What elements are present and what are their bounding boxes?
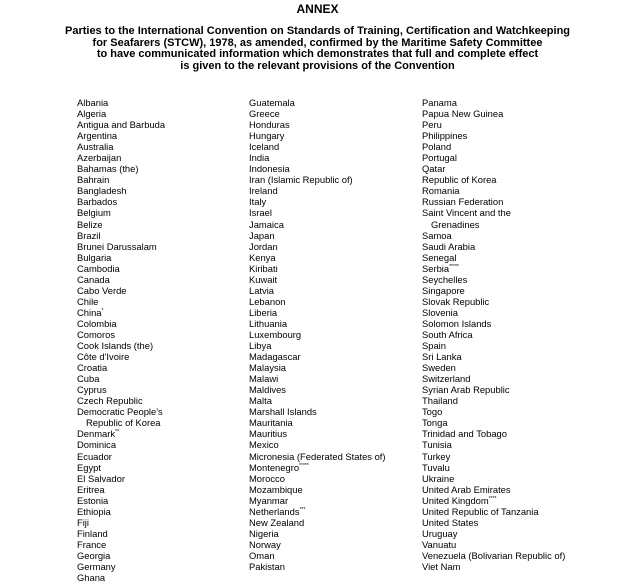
party-list-item — [422, 539, 565, 550]
heading-line: Parties to the International Convention on Standards of Training, Certification and Watchkeeping — [64, 25, 571, 37]
party-name: Uruguay — [422, 527, 458, 539]
party-name: Cabo Verde — [77, 284, 127, 296]
party-name: Saudi Arabia — [422, 240, 476, 252]
party-list-item — [249, 174, 386, 185]
party-name: Spain — [422, 340, 446, 352]
footnote-marker: ***** — [299, 462, 309, 469]
party-name: Comoros — [77, 328, 116, 340]
party-list-item — [77, 439, 165, 450]
party-list-item — [249, 428, 386, 439]
party-list-item — [422, 495, 565, 506]
party-name: Pakistan — [249, 560, 285, 572]
party-list-item — [77, 561, 165, 572]
party-list-item — [422, 373, 565, 384]
party-list-item — [249, 417, 386, 428]
party-list-item — [77, 506, 165, 517]
party-list-item — [249, 318, 386, 329]
party-name: Cyprus — [77, 384, 107, 396]
party-name: India — [249, 152, 270, 164]
party-list-item — [249, 274, 386, 285]
party-name: Bahamas (the) — [77, 163, 139, 175]
party-name: Dominica — [77, 439, 117, 451]
party-name: Canada — [77, 273, 110, 285]
party-name: Montenegro — [249, 461, 300, 473]
party-list-item — [422, 130, 565, 141]
party-name: Brunei Darussalam — [77, 240, 157, 252]
party-list-item — [77, 373, 165, 384]
party-name: Senegal — [422, 251, 457, 263]
party-list-item — [77, 285, 165, 296]
party-list-item — [77, 318, 165, 329]
party-name: Côte d'Ivoire — [77, 351, 130, 363]
party-list-item — [249, 340, 386, 351]
party-list-item — [249, 550, 386, 561]
party-list-item — [422, 417, 565, 428]
party-name: Croatia — [77, 362, 108, 374]
party-list-item — [422, 406, 565, 417]
party-list-item — [422, 163, 565, 174]
party-list-item — [77, 130, 165, 141]
party-list-item — [249, 484, 386, 495]
party-name: New Zealand — [249, 516, 305, 528]
party-name: Algeria — [77, 108, 107, 120]
party-list-item — [422, 329, 565, 340]
party-list-item — [422, 451, 565, 462]
party-list-item — [422, 484, 565, 495]
party-name: Tonga — [422, 417, 448, 429]
party-list-item — [77, 307, 165, 318]
party-name: Argentina — [77, 130, 118, 142]
party-name: Syrian Arab Republic — [422, 384, 510, 396]
party-list-item — [249, 285, 386, 296]
party-list-item — [249, 207, 386, 218]
party-name: Norway — [249, 538, 281, 550]
party-list-item — [422, 296, 565, 307]
party-list-item — [422, 185, 565, 196]
party-list-item — [249, 406, 386, 417]
heading-line: is given to the relevant provisions of the Convention — [180, 59, 455, 72]
party-list-item — [249, 141, 386, 152]
party-list-item — [249, 296, 386, 307]
party-name: Mozambique — [249, 483, 303, 495]
party-list-item — [422, 506, 565, 517]
party-name: Guatemala — [249, 97, 295, 108]
party-list-item — [77, 108, 165, 119]
party-name: Indonesia — [249, 163, 290, 175]
party-name: Philippines — [422, 130, 468, 142]
party-name: Viet Nam — [422, 560, 461, 572]
party-list-item — [249, 351, 386, 362]
party-list-item — [422, 362, 565, 373]
party-name: Turkey — [422, 450, 451, 462]
party-list-item — [422, 241, 565, 252]
party-list-item — [77, 119, 165, 130]
party-list-item — [77, 384, 165, 395]
party-list-item — [422, 428, 565, 439]
party-list-item — [422, 561, 565, 572]
party-name: Kiribati — [249, 262, 278, 274]
party-list-item — [77, 141, 165, 152]
party-name: Bulgaria — [77, 251, 112, 263]
party-list-item — [77, 484, 165, 495]
party-name: Mauritania — [249, 417, 293, 429]
party-list-item — [77, 97, 165, 108]
party-name: Colombia — [77, 317, 117, 329]
party-name: Trinidad and Tobago — [422, 428, 507, 440]
party-list-item — [249, 307, 386, 318]
party-name: United Arab Emirates — [422, 483, 511, 495]
party-name: Iceland — [249, 141, 280, 153]
party-list-item — [77, 185, 165, 196]
party-list-item — [422, 307, 565, 318]
party-list-item — [77, 351, 165, 362]
party-name: Czech Republic — [77, 395, 143, 407]
party-name: Lithuania — [249, 317, 288, 329]
party-name: Jordan — [249, 240, 278, 252]
party-name: Seychelles — [422, 273, 468, 285]
party-name: Albania — [77, 97, 109, 108]
party-list-item — [249, 495, 386, 506]
party-list-item — [249, 152, 386, 163]
party-name: Serbia — [422, 262, 450, 274]
party-name: Libya — [249, 340, 272, 352]
party-list-item — [77, 417, 165, 428]
party-name: Papua New Guinea — [422, 108, 504, 120]
party-list-item — [422, 230, 565, 241]
party-name: Cook Islands (the) — [77, 340, 154, 352]
party-name: Eritrea — [77, 483, 105, 495]
party-list-item — [77, 428, 165, 439]
party-name: South Africa — [422, 328, 473, 340]
party-list-item — [249, 362, 386, 373]
party-name: Luxembourg — [249, 328, 302, 340]
party-name: Belgium — [77, 207, 111, 219]
party-name: United States — [422, 516, 479, 528]
party-list-item — [77, 174, 165, 185]
party-name: Peru — [422, 119, 442, 131]
party-name: Venezuela (Bolivarian Republic of) — [422, 549, 566, 561]
party-list-item — [422, 152, 565, 163]
party-list-item — [422, 384, 565, 395]
party-name: Russian Federation — [422, 196, 504, 208]
party-name: United Republic of Tanzania — [422, 505, 539, 517]
party-name: Oman — [249, 549, 275, 561]
party-list-item — [249, 119, 386, 130]
party-name: Cuba — [77, 373, 100, 385]
party-list-item — [249, 451, 386, 462]
party-name: Tuvalu — [422, 461, 450, 473]
party-list-item — [422, 462, 565, 473]
party-name: Saint Vincent and the — [422, 207, 511, 219]
party-list-item — [249, 263, 386, 274]
party-list-item — [422, 395, 565, 406]
party-list-item — [422, 274, 565, 285]
party-name: Australia — [77, 141, 114, 153]
party-name: Denmark — [77, 428, 116, 440]
party-list-item — [77, 329, 165, 340]
party-name: Ecuador — [77, 450, 112, 462]
party-name: Malta — [249, 395, 272, 407]
party-name: Malawi — [249, 373, 279, 385]
party-name: Ukraine — [422, 472, 455, 484]
party-name: Barbados — [77, 196, 118, 208]
party-name: Japan — [249, 229, 275, 241]
party-list-item — [77, 274, 165, 285]
party-list-item — [249, 462, 386, 473]
party-name: Cambodia — [77, 262, 120, 274]
party-name: Slovenia — [422, 306, 458, 318]
party-list-item — [249, 528, 386, 539]
party-list-item — [422, 219, 565, 230]
footnote-marker: **** — [488, 495, 497, 502]
party-name: Marshall Islands — [249, 406, 317, 418]
party-name: Greece — [249, 108, 280, 120]
party-name: Egypt — [77, 461, 101, 473]
party-name: Mexico — [249, 439, 279, 451]
party-list-item — [422, 351, 565, 362]
party-name: Ethiopia — [77, 505, 111, 517]
party-name: Switzerland — [422, 373, 471, 385]
party-column-1 — [77, 97, 165, 583]
party-list-item — [77, 395, 165, 406]
party-list-item — [422, 550, 565, 561]
party-name: Madagascar — [249, 351, 301, 363]
party-name: Chile — [77, 295, 99, 307]
party-name: Slovak Republic — [422, 295, 490, 307]
party-name: Netherlands — [249, 505, 300, 517]
party-name: Bahrain — [77, 174, 110, 186]
party-column-3 — [422, 97, 565, 572]
party-list-item — [77, 207, 165, 218]
party-list-item — [249, 241, 386, 252]
party-list-item — [77, 528, 165, 539]
party-name: Sweden — [422, 362, 456, 374]
party-list-item — [249, 163, 386, 174]
party-list-item — [249, 252, 386, 263]
party-name: Republic of Korea — [86, 417, 161, 429]
party-list-item — [249, 517, 386, 528]
party-list-item — [77, 252, 165, 263]
party-list-item — [249, 373, 386, 384]
party-name: Qatar — [422, 163, 446, 175]
party-list-item — [77, 241, 165, 252]
party-name: Fiji — [77, 516, 89, 528]
party-list-item — [422, 174, 565, 185]
party-list-item — [422, 196, 565, 207]
party-name: Republic of Korea — [422, 174, 497, 186]
party-name: Ghana — [77, 572, 106, 584]
party-name: Thailand — [422, 395, 458, 407]
party-list-item — [249, 473, 386, 484]
party-name: France — [77, 538, 107, 550]
party-list-item — [249, 97, 386, 108]
party-list-item — [77, 340, 165, 351]
party-name: Iran (Islamic Republic of) — [249, 174, 353, 186]
party-name: Samoa — [422, 229, 452, 241]
footnote-marker: *** — [299, 506, 306, 513]
party-column-2 — [249, 97, 386, 572]
party-list-item — [249, 506, 386, 517]
page-title: ANNEX — [296, 2, 339, 16]
party-name: Malaysia — [249, 362, 286, 374]
party-name: Kuwait — [249, 273, 278, 285]
party-name: Nigeria — [249, 527, 279, 539]
party-name: Georgia — [77, 549, 111, 561]
party-list-item — [422, 318, 565, 329]
party-list-item — [422, 119, 565, 130]
party-name: Singapore — [422, 284, 465, 296]
heading-line: for Seafarers (STCW), 1978, as amended, confirmed by the Maritime Safety Committee — [92, 36, 543, 49]
party-name: Brazil — [77, 229, 101, 241]
party-name: Bangladesh — [77, 185, 127, 197]
party-list-item — [422, 141, 565, 152]
party-list-item — [249, 108, 386, 119]
party-list-item — [422, 439, 565, 450]
party-list-item — [249, 561, 386, 572]
party-list-item — [77, 550, 165, 561]
party-list-item — [249, 196, 386, 207]
party-list-item — [77, 451, 165, 462]
party-list-item — [422, 207, 565, 218]
party-list-item — [422, 108, 565, 119]
party-name: Panama — [422, 97, 457, 108]
party-list-item — [249, 130, 386, 141]
party-list-item — [422, 252, 565, 263]
footnote-marker: ** — [115, 429, 119, 436]
party-list-item — [422, 97, 565, 108]
party-name: Grenadines — [431, 218, 480, 230]
party-name: Lebanon — [249, 295, 286, 307]
party-name: Azerbaijan — [77, 152, 122, 164]
party-list-item — [249, 185, 386, 196]
footnote-marker: ***** — [449, 263, 459, 270]
party-list-item — [77, 473, 165, 484]
party-list-item — [422, 285, 565, 296]
party-name: Togo — [422, 406, 443, 418]
party-list-item — [77, 152, 165, 163]
heading-line: to have communicated information which demonstrates that full and complete effect — [96, 48, 539, 61]
party-name: Estonia — [77, 494, 109, 506]
party-name: Vanuatu — [422, 538, 457, 550]
party-name: Solomon Islands — [422, 317, 492, 329]
party-list-item — [249, 384, 386, 395]
party-list-item — [77, 462, 165, 473]
party-name: Tunisia — [422, 439, 452, 451]
party-list-item — [77, 230, 165, 241]
party-name: Morocco — [249, 472, 285, 484]
party-name: Jamaica — [249, 218, 284, 230]
party-name: Maldives — [249, 384, 286, 396]
party-name: Hungary — [249, 130, 285, 142]
party-list-item — [249, 539, 386, 550]
party-list-item — [249, 439, 386, 450]
party-name: Germany — [77, 560, 116, 572]
party-list-item — [77, 163, 165, 174]
party-list-item — [77, 362, 165, 373]
party-list-item — [77, 539, 165, 550]
party-name: Myanmar — [249, 494, 289, 506]
party-name: United Kingdom — [422, 494, 489, 506]
party-list-item — [422, 528, 565, 539]
footnote-marker: * — [101, 307, 104, 314]
party-name: Belize — [77, 218, 103, 230]
party-name: Ireland — [249, 185, 278, 197]
party-list-item — [422, 340, 565, 351]
party-name: Honduras — [249, 119, 290, 131]
party-name: El Salvador — [77, 472, 125, 484]
party-list-item — [77, 406, 165, 417]
party-list-item — [77, 517, 165, 528]
party-name: Finland — [77, 527, 108, 539]
party-name: Mauritius — [249, 428, 288, 440]
annex-heading — [40, 26, 595, 72]
party-list-item — [77, 219, 165, 230]
party-list-item — [77, 196, 165, 207]
party-name: Sri Lanka — [422, 351, 462, 363]
party-list-item — [249, 395, 386, 406]
party-list-item — [422, 263, 565, 274]
party-name: Kenya — [249, 251, 276, 263]
party-list-item — [77, 572, 165, 583]
party-name: Micronesia (Federated States of) — [249, 450, 386, 462]
party-list-item — [249, 329, 386, 340]
party-name: Democratic People's — [77, 406, 163, 418]
party-name: Italy — [249, 196, 267, 208]
party-name: Portugal — [422, 152, 457, 164]
party-list-item — [422, 473, 565, 484]
party-name: Romania — [422, 185, 460, 197]
party-name: Liberia — [249, 306, 278, 318]
party-list-item — [249, 230, 386, 241]
party-list-item — [422, 517, 565, 528]
party-name: Poland — [422, 141, 452, 153]
party-name: Israel — [249, 207, 272, 219]
party-list-item — [77, 495, 165, 506]
party-list-item — [77, 263, 165, 274]
party-list-item — [249, 219, 386, 230]
party-name: Latvia — [249, 284, 275, 296]
party-name: China — [77, 306, 102, 318]
party-name: Antigua and Barbuda — [77, 119, 166, 131]
party-list-item — [77, 296, 165, 307]
